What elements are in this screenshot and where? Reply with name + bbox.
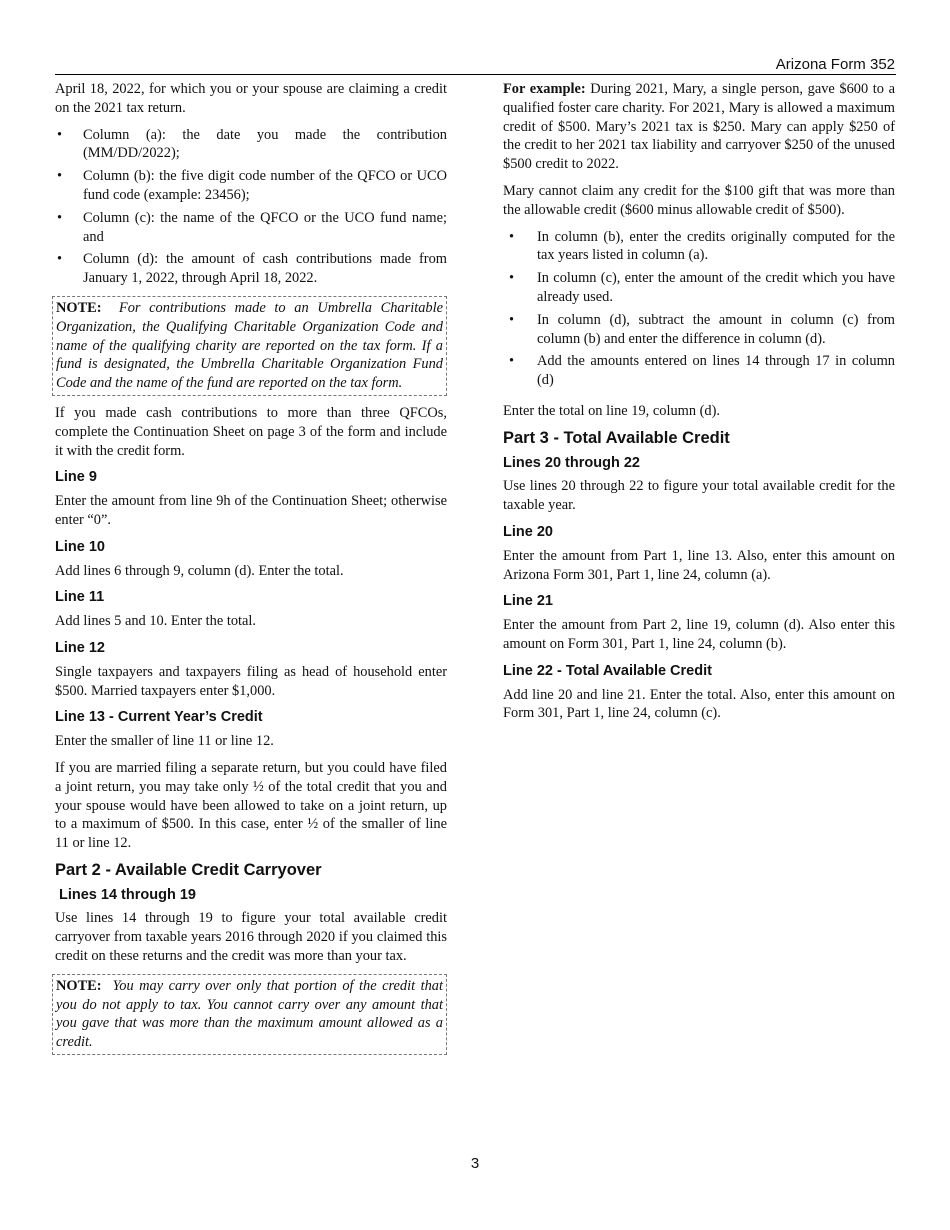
line13-married-text: If you are married filing a separate return, but you could have filed a joint return, you may take only ½ of the total credit that you and your spouse would have been allowed to take on a joint return, up to a maximum of $500. In this case, enter ½ of the smaller of line 11 or line 12. bbox=[55, 759, 447, 852]
total-text: Enter the total on line 19, column (d). bbox=[503, 402, 721, 419]
list-item bbox=[55, 209, 447, 247]
list-item-text: In column (b), enter the credits originally computed for the tax years listed in column (a). bbox=[537, 228, 895, 264]
line22-heading: Line 22 - Total Available Credit bbox=[503, 662, 712, 679]
line11-text: Add lines 5 and 10. Enter the total. bbox=[55, 613, 257, 630]
example-text: During 2021, Mary, a single person, gave $600 to a qualified foster care charity. For 2021, Mary is allowed a maximum credit of $500. Mary’s 2021 tax is $250. Mary can apply $250 of the credit to her 2021 tax liability and carryover $250 of the unused $500 credit to 2022. bbox=[503, 81, 895, 173]
line21-heading: Line 21 bbox=[503, 593, 553, 610]
lines14-19-heading: Lines 14 through 19 bbox=[59, 886, 196, 903]
list-item bbox=[55, 126, 447, 164]
list-item bbox=[503, 311, 895, 349]
line21-text: Enter the amount from Part 2, line 19, column (d). Also enter this amount on Form 301, Part 1, line 24, column (b). bbox=[503, 617, 895, 652]
note-text: You may carry over only that portion of the credit that you do not apply to tax. You cannot carry over any amount that you gave that was more than the maximum amount allowed as a credit. bbox=[56, 977, 443, 1051]
line11-heading: Line 11 bbox=[55, 589, 105, 606]
part2-heading: Part 2 - Available Credit Carryover bbox=[55, 860, 322, 879]
bullet-icon: • bbox=[509, 311, 515, 328]
intro-text: April 18, 2022, for which you or your spouse are claiming a credit on the 2021 tax return. bbox=[55, 81, 447, 116]
bullet-icon: • bbox=[509, 270, 515, 287]
carryover-bullet-list bbox=[503, 228, 895, 390]
bullet-icon: • bbox=[57, 168, 63, 185]
line9-text: Enter the amount from line 9h of the Continuation Sheet; otherwise enter “0”. bbox=[55, 493, 447, 528]
line9-heading: Line 9 bbox=[55, 469, 97, 486]
bullet-icon: • bbox=[57, 209, 63, 226]
example-label: For example: bbox=[503, 81, 586, 97]
line20-text: Enter the amount from Part 1, line 13. Also, enter this amount on Arizona Form 301, Part 1, line 24, column (a). bbox=[503, 547, 895, 583]
line12-text: Single taxpayers and taxpayers filing as head of household enter $500. Married taxpayers enter $1,000. bbox=[55, 663, 447, 699]
note-label: NOTE: bbox=[56, 977, 102, 994]
list-item-text: Column (b): the five digit code number of the QFCO or UCO fund code (example: 23456); bbox=[83, 168, 447, 203]
list-item-text: Column (a): the date you made the contribution (MM/DD/2022); bbox=[83, 126, 447, 162]
list-item bbox=[503, 269, 895, 307]
left-column bbox=[55, 80, 447, 1063]
right-column bbox=[503, 80, 895, 731]
mary-text: Mary cannot claim any credit for the $100 gift that was more than the allowable credit ($600 minus allowable credit of $500). bbox=[503, 182, 895, 218]
bullet-icon: • bbox=[509, 353, 515, 370]
list-item-text: In column (d), subtract the amount in column (c) from column (b) and enter the difference in column (d). bbox=[537, 311, 895, 347]
bullet-icon: • bbox=[509, 228, 515, 245]
bullet-icon: • bbox=[57, 251, 63, 268]
list-item-text: Column (d): the amount of cash contributions made from January 1, 2022, through April 18, 2022. bbox=[83, 251, 447, 287]
list-item-text: In column (c), enter the amount of the credit which you have already used. bbox=[537, 270, 895, 305]
column-bullet-list bbox=[55, 126, 447, 288]
form-title: Arizona Form 352 bbox=[775, 56, 895, 73]
note-label: NOTE: bbox=[56, 299, 102, 316]
note-box-umbrella bbox=[52, 296, 447, 396]
line13-heading: Line 13 - Current Year’s Credit bbox=[55, 709, 263, 726]
bullet-icon: • bbox=[57, 126, 63, 143]
page-number: 3 bbox=[470, 1155, 480, 1172]
part3-heading: Part 3 - Total Available Credit bbox=[503, 428, 730, 447]
list-item bbox=[503, 228, 895, 266]
line10-heading: Line 10 bbox=[55, 538, 105, 555]
header-rule bbox=[55, 74, 896, 75]
lines20-22-text: Use lines 20 through 22 to figure your total available credit for the taxable year. bbox=[503, 478, 895, 514]
line13-text: Enter the smaller of line 11 or line 12. bbox=[55, 733, 274, 750]
note-box-carryover bbox=[52, 974, 447, 1055]
list-item-text: Column (c): the name of the QFCO or the UCO fund name; and bbox=[83, 209, 447, 245]
list-item bbox=[503, 352, 895, 390]
continuation-text: If you made cash contributions to more than three QFCOs, complete the Continuation Sheet on page 3 of the form and include it with the credit form. bbox=[55, 404, 447, 459]
list-item bbox=[55, 167, 447, 205]
list-item bbox=[55, 250, 447, 288]
lines20-22-heading: Lines 20 through 22 bbox=[503, 454, 640, 471]
lines14-19-text: Use lines 14 through 19 to figure your total available credit carryover from taxable years 2016 through 2020 if you claimed this credit on these returns and the credit was more than your tax. bbox=[55, 910, 447, 965]
note-text: For contributions made to an Umbrella Charitable Organization, the Qualifying Charitable Organization Code and name of the qualifying charity are reported on the tax form. If a fund is designated, the Umbrella Charitable Organization Fund Code and the name of the fund are reported on the tax form. bbox=[56, 299, 443, 392]
line12-heading: Line 12 bbox=[55, 639, 105, 656]
list-item-text: Add the amounts entered on lines 14 through 17 in column (d) bbox=[537, 353, 895, 389]
line10-text: Add lines 6 through 9, column (d). Enter the total. bbox=[55, 562, 344, 579]
line20-heading: Line 20 bbox=[503, 523, 553, 540]
line22-text: Add line 20 and line 21. Enter the total. Also, enter this amount on Form 301, Part 1, line 24, column (c). bbox=[503, 686, 895, 722]
example-paragraph bbox=[503, 80, 895, 174]
